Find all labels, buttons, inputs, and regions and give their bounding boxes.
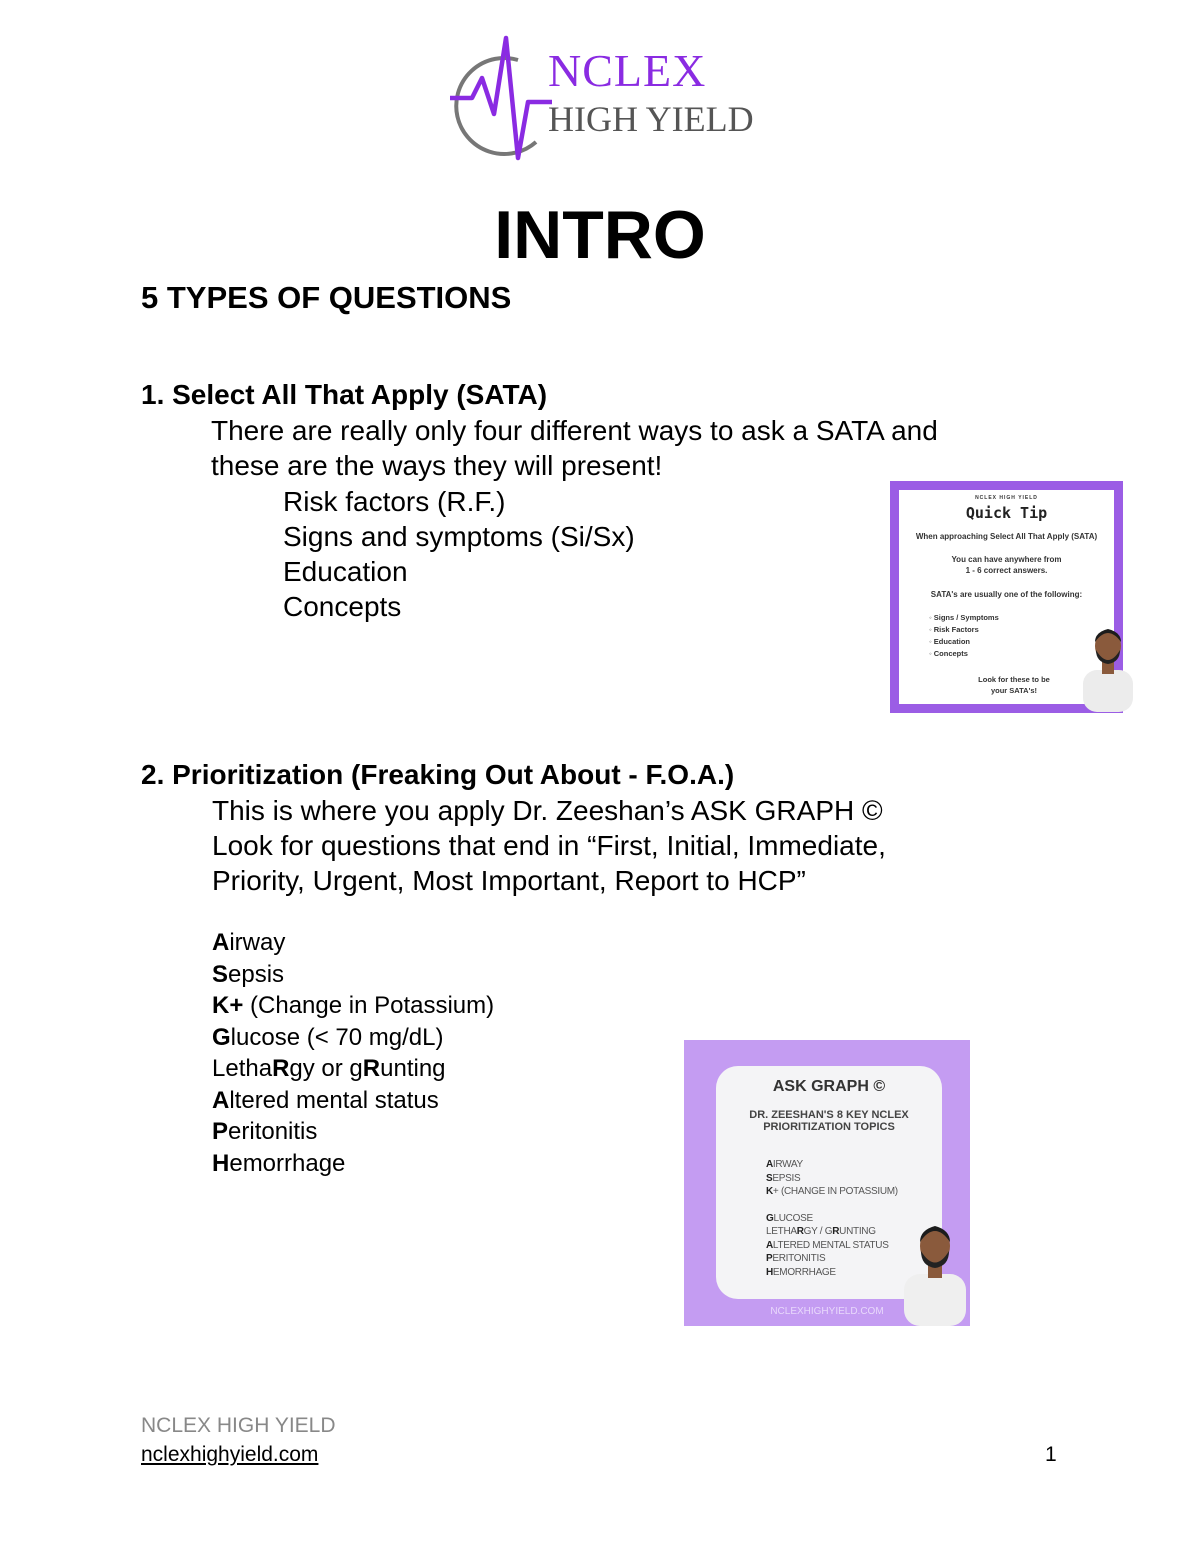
quick-tip-title: Quick Tip <box>965 504 1048 522</box>
list-item: K+ (CHANGE IN POTASSIUM) <box>766 1186 898 1197</box>
section2-line3: Priority, Urgent, Most Important, Report to HCP” <box>212 865 806 896</box>
ask-graph-group-1 <box>766 1158 898 1199</box>
list-item: ◦ Risk Factors <box>929 624 999 636</box>
ask-graph-footer: NCLEXHIGHYIELD.COM <box>770 1306 884 1317</box>
page-subtitle: 5 TYPES OF QUESTIONS <box>141 280 512 315</box>
list-item: HEMORRHAGE <box>766 1266 836 1278</box>
page-number: 1 <box>1045 1443 1057 1466</box>
quick-tip-card-body <box>899 490 1114 704</box>
list-item: AIRWAY <box>766 1159 803 1170</box>
quick-tip-range: You can have anywhere from 1 - 6 correct answers. <box>951 555 1062 575</box>
ask-graph-mnemonic-list <box>212 927 494 1179</box>
list-item: ALTERED MENTAL STATUS <box>766 1239 889 1251</box>
list-item: Risk factors (R.F.) <box>283 486 506 517</box>
heartbeat-logo-icon <box>448 30 558 170</box>
list-item: ◦ Education <box>929 636 999 648</box>
brand-logo <box>448 30 768 170</box>
ask-graph-subtitle: DR. ZEESHAN'S 8 KEY NCLEX PRIORITIZATION TOPICS <box>749 1109 909 1133</box>
list-item: Hemorrhage <box>212 1149 346 1177</box>
list-item: Peritonitis <box>212 1118 318 1145</box>
quick-tip-look: Look for these to be your SATA's! <box>978 675 1050 695</box>
section1-intro-line2: these are the ways they will present! <box>211 450 663 481</box>
list-item: Altered mental status <box>212 1086 439 1114</box>
quick-tip-subtitle: When approaching Select All That Apply (SATA) <box>915 532 1098 541</box>
section1-heading: 1. Select All That Apply (SATA) <box>141 379 548 410</box>
section2-line1: This is where you apply Dr. Zeeshan’s ASK GRAPH © <box>212 795 883 826</box>
logo-text-nclex: NCLEX <box>548 45 707 96</box>
footer-brand: NCLEX HIGH YIELD <box>141 1414 336 1437</box>
list-item: PERITONITIS <box>766 1253 826 1264</box>
footer-url-link[interactable]: nclexhighyield.com <box>141 1443 319 1466</box>
list-item: K+ (Change in Potassium) <box>212 992 495 1019</box>
ask-graph-card <box>684 1040 970 1326</box>
section1-intro-line1: There are really only four different ways to ask a SATA and <box>211 415 938 446</box>
section2-line2: Look for questions that end in “First, Initial, Immediate, <box>212 830 886 861</box>
list-item: Glucose (< 70 mg/dL) <box>212 1023 444 1051</box>
list-item: ◦ Signs / Symptoms <box>929 612 999 624</box>
list-item: LethaRgy or gRunting <box>212 1055 446 1082</box>
quick-tip-brand: NCLEX HIGH YIELD <box>975 495 1038 501</box>
list-item: ◦ Concepts <box>929 648 999 660</box>
quick-tip-list <box>929 612 999 660</box>
quick-tip-card <box>890 481 1123 713</box>
section2-heading: 2. Prioritization (Freaking Out About - F.O.A.) <box>141 759 735 790</box>
list-item: Airway <box>212 929 286 956</box>
list-item: GLUCOSE <box>766 1212 813 1224</box>
sata-types-list <box>283 484 635 624</box>
person-illustration-icon <box>1079 620 1137 712</box>
list-item: Concepts <box>283 591 402 622</box>
ask-graph-title: ASK GRAPH © <box>772 1078 886 1095</box>
list-item: Sepsis <box>212 960 285 988</box>
list-item: SEPSIS <box>766 1172 801 1184</box>
list-item: Education <box>283 556 408 587</box>
ask-graph-group-2 <box>766 1212 898 1280</box>
list-item: LETHARGY / GRUNTING <box>766 1226 876 1237</box>
quick-tip-usual: SATA's are usually one of the following: <box>930 590 1083 599</box>
logo-text-high-yield: HIGH YIELD <box>548 99 754 139</box>
page-title: INTRO <box>494 197 706 273</box>
ask-graph-topic-list <box>766 1158 898 1279</box>
list-item: Signs and symptoms (Si/Sx) <box>283 521 635 552</box>
